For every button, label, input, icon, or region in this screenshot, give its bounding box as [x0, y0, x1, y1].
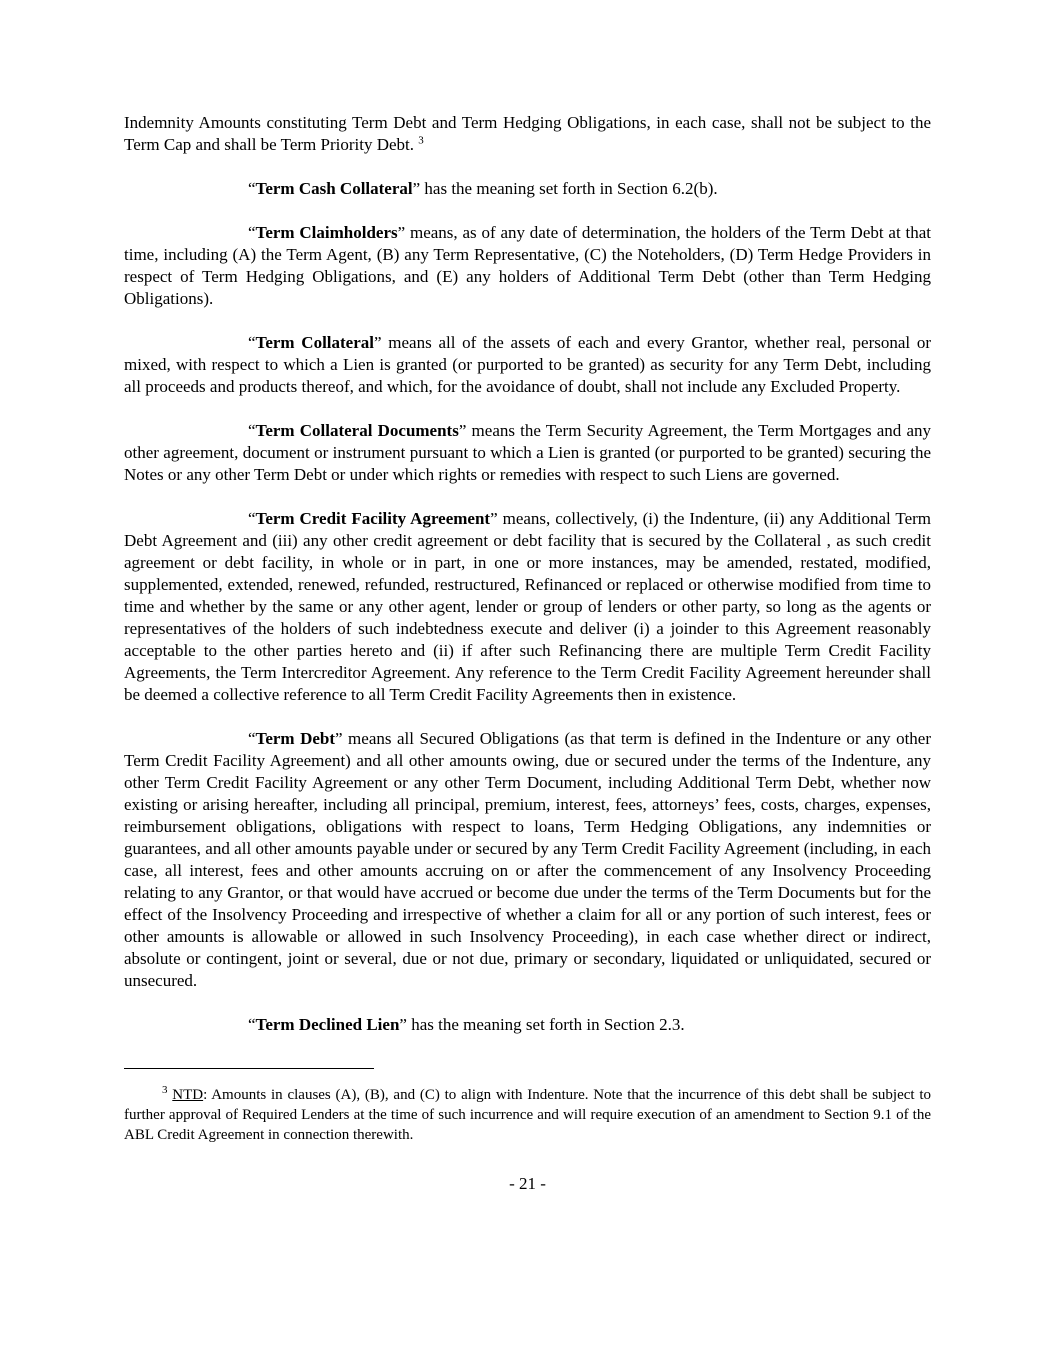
defined-term: Term Collateral Documents [255, 421, 459, 440]
footnote-text [124, 1085, 931, 1145]
text-segment: NTD [172, 1087, 204, 1103]
footnote-block [124, 1068, 931, 1145]
paragraph [124, 508, 931, 706]
paragraph [124, 178, 931, 200]
paragraph [124, 112, 931, 156]
footnote-reference: 3 [162, 1084, 168, 1096]
text-segment: “ [248, 333, 256, 352]
text-segment: ” means all Secured Obligations (as that term is defined in the Indenture or any other Term Credit Facility Agreement) and all other amounts owing, due or secured under the terms of the Indenture, any other Term Credit Facility Agreement or any other Term Document, including Additional Term Debt, whether now existing or arising hereafter, including all principal, premium, interest, fees, attorneys’ fees, costs, charges, expenses, reimbursement obligations, obligations with respect to loans, Term Hedging Obligations, any indemnities or guarantees, and all other amounts payable under or secured by any Term Credit Facility Agreement (including, in each case, all interest, fees and other amounts accruing on or after the commencement of any Insolvency Proceeding relating to any Grantor, or that would have accrued or become due under the terms of the Term Documents but for the effect of the Insolvency Proceeding and irrespective of whether a claim for all or any portion of such interest, fees or other amounts is allowable or allowed in such Insolvency Proceeding), in each case whether direct or indirect, absolute or contingent, joint or several, due or not due, primary or secondary, liquidated or unliquidated, secured or unsecured. [124, 729, 931, 990]
paragraph [124, 420, 931, 486]
text-segment: : Amounts in clauses (A), (B), and (C) to align with Indenture. Note that the incurrence of this debt shall be subject to further approval of Required Lenders at the time of such incurrence and will require execution of an amendment to Section 9.1 of the ABL Credit Agreement in connection therewith. [124, 1087, 932, 1143]
defined-term: Term Cash Collateral [255, 179, 413, 198]
defined-term: Term Claimholders [255, 223, 398, 242]
footnote-reference: 3 [418, 134, 424, 147]
text-segment: ” means the Term Security Agreement, the Term Mortgages and any other agreement, document or instrument pursuant to which a Lien is granted (or purported to be granted) securing the Notes or any other Term Debt or under which rights or remedies with respect to such Liens are governed. [124, 421, 931, 484]
document-body [124, 112, 931, 1036]
text-segment: “ [248, 179, 256, 198]
defined-term: Term Collateral [255, 333, 375, 352]
text-segment: ” has the meaning set forth in Section 2.3. [399, 1015, 685, 1034]
text-segment: “ [248, 1015, 256, 1034]
defined-term: Term Declined Lien [255, 1015, 400, 1034]
text-segment: “ [248, 421, 256, 440]
footnote-separator [124, 1068, 374, 1069]
page-number: - 21 - [509, 1174, 546, 1193]
text-segment: ” means all of the assets of each and every Grantor, whether real, personal or mixed, with respect to which a Lien is granted (or purported to be granted) as security for any Term Debt, including all proceeds and products thereof, and which, for the avoidance of doubt, shall not include any Excluded Property. [124, 333, 931, 396]
text-segment: ” means, as of any date of determination, the holders of the Term Debt at that time, including (A) the Term Agent, (B) any Term Representative, (C) the Noteholders, (D) Term Hedge Providers in respect of Term Hedging Obligations, and (E) any holders of Additional Term Debt (other than Term Hedging Obligations). [124, 223, 931, 308]
text-segment: “ [248, 729, 256, 748]
paragraph [124, 728, 931, 992]
text-segment: ” has the meaning set forth in Section 6.2(b). [412, 179, 718, 198]
text-segment: ” means, collectively, (i) the Indenture, (ii) any Additional Term Debt Agreement and (iii) any other credit agreement or debt facility that is secured by the Collateral , as such credit agreement or debt facility, in whole or in part, in one or more instances, may be amended, restated, modified, supplemented, extended, renewed, refunded, restructured, Refinanced or replaced or otherwise modified from time to time and whether by the same or any other agent, lender or group of lenders or other party, so long as the agents or representatives of the holders of such indebtedness execute and deliver (i) a joinder to this Agreement reasonably acceptable to the other parties hereto and (ii) if after such Refinancing there are multiple Term Credit Facility Agreements, the Term Intercreditor Agreement. Any reference to the Term Credit Facility Agreement hereunder shall be deemed a collective reference to all Term Credit Facility Agreements then in existence. [124, 509, 932, 704]
text-segment: Indemnity Amounts constituting Term Debt and Term Hedging Obligations, in each case, shall not be subject to the Term Cap and shall be Term Priority Debt. [124, 113, 931, 154]
defined-term: Term Debt [255, 729, 336, 748]
paragraph [124, 1014, 931, 1036]
paragraph [124, 332, 931, 398]
text-segment: “ [248, 223, 256, 242]
paragraph [124, 222, 931, 310]
defined-term: Term Credit Facility Agreement [255, 509, 491, 528]
text-segment: “ [248, 509, 256, 528]
